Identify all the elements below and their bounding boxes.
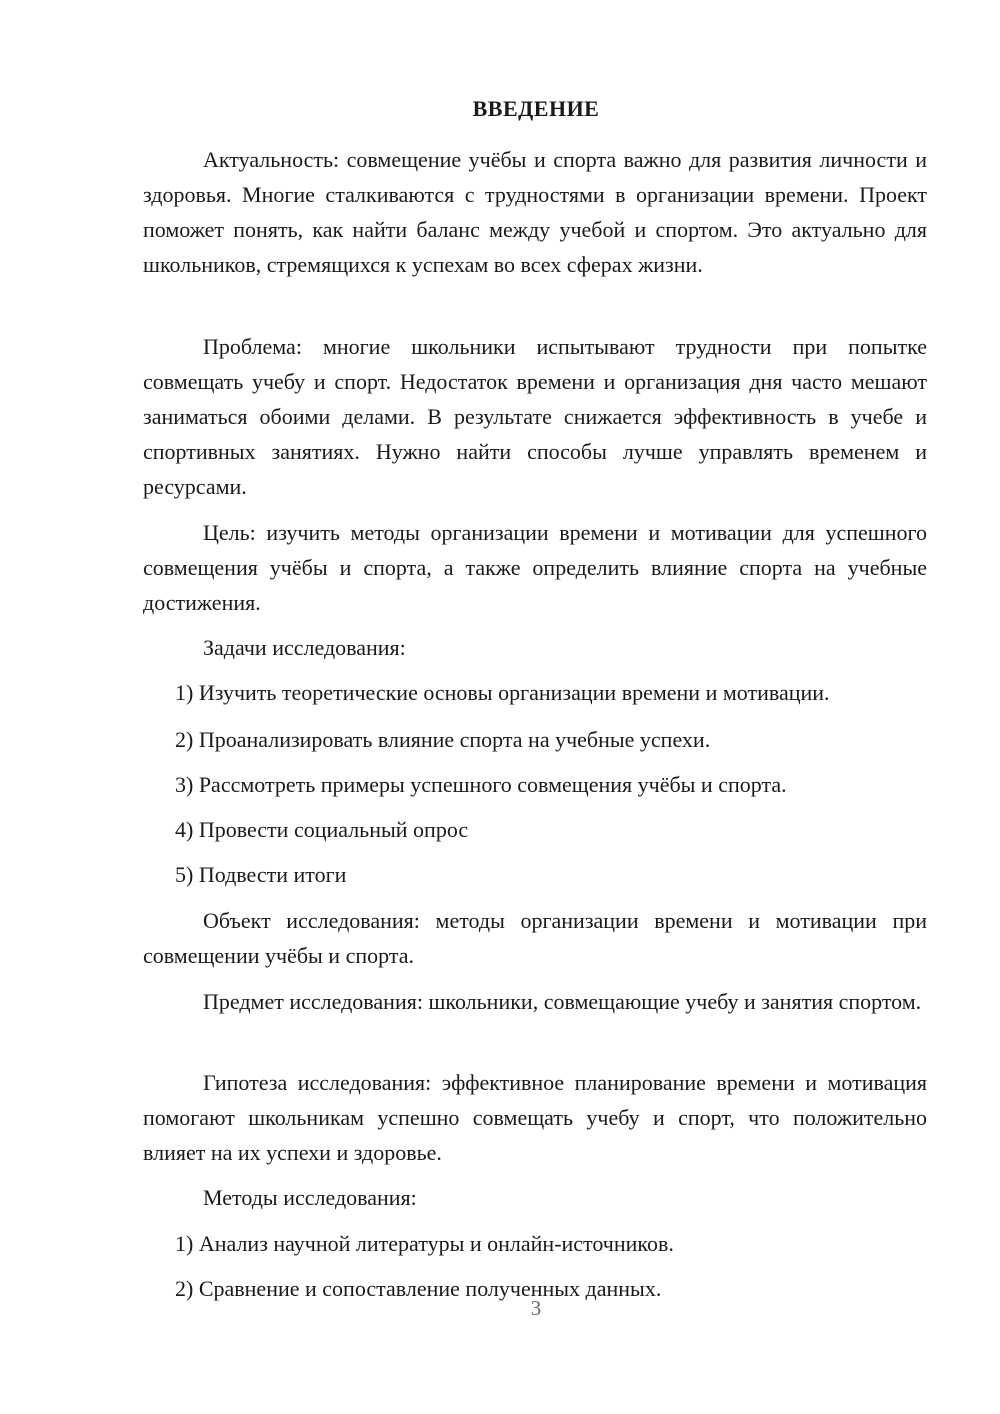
goal-paragraph: Цель: изучить методы организации времени и мотивации для успешного совмещения учёбы и спорта, а также определить влияние спорта на учебные достижения. [143, 520, 927, 615]
task-item-1: 1) Изучить теоретические основы организации времени и мотивации. [175, 680, 830, 705]
relevance-paragraph: Актуальность: совмещение учёбы и спорта важно для развития личности и здоровья. Многие сталкиваются с трудностями в организации времени. Проект поможет понять, как найти баланс между учебой и спортом. Это актуально для школьников, стремящихся к успехам во всех сферах жизни. [143, 147, 927, 277]
hypothesis-paragraph: Гипотеза исследования: эффективное планирование времени и мотивация помогают школьникам успешно совмещать учебу и спорт, что положительно влияет на их успехи и здоровье. [143, 1070, 927, 1165]
methods-heading: Методы исследования: [203, 1185, 417, 1210]
task-item-3: 3) Рассмотреть примеры успешного совмещения учёбы и спорта. [175, 772, 787, 797]
task-item-5: 5) Подвести итоги [175, 862, 347, 887]
method-item-2: 2) Сравнение и сопоставление полученных данных. [175, 1276, 662, 1301]
page-number: 3 [530, 1296, 542, 1320]
task-item-2: 2) Проанализировать влияние спорта на учебные успехи. [175, 727, 711, 752]
task-item-4: 4) Провести социальный опрос [175, 817, 469, 842]
method-item-1: 1) Анализ научной литературы и онлайн-источников. [175, 1231, 674, 1256]
page-title: ВВЕДЕНИЕ [472, 96, 600, 121]
object-paragraph: Объект исследования: методы организации времени и мотивации при совмещении учёбы и спорта. [143, 908, 927, 968]
subject-paragraph: Предмет исследования: школьники, совмещающие учебу и занятия спортом. [203, 989, 922, 1014]
tasks-heading: Задачи исследования: [203, 635, 406, 660]
problem-paragraph: Проблема: многие школьники испытывают трудности при попытке совмещать учебу и спорт. Недостаток времени и организация дня часто мешают заниматься обоими делами. В результате снижается эффективность в учебе и спортивных занятиях. Нужно найти способы лучше управлять временем и ресурсами. [143, 334, 927, 499]
